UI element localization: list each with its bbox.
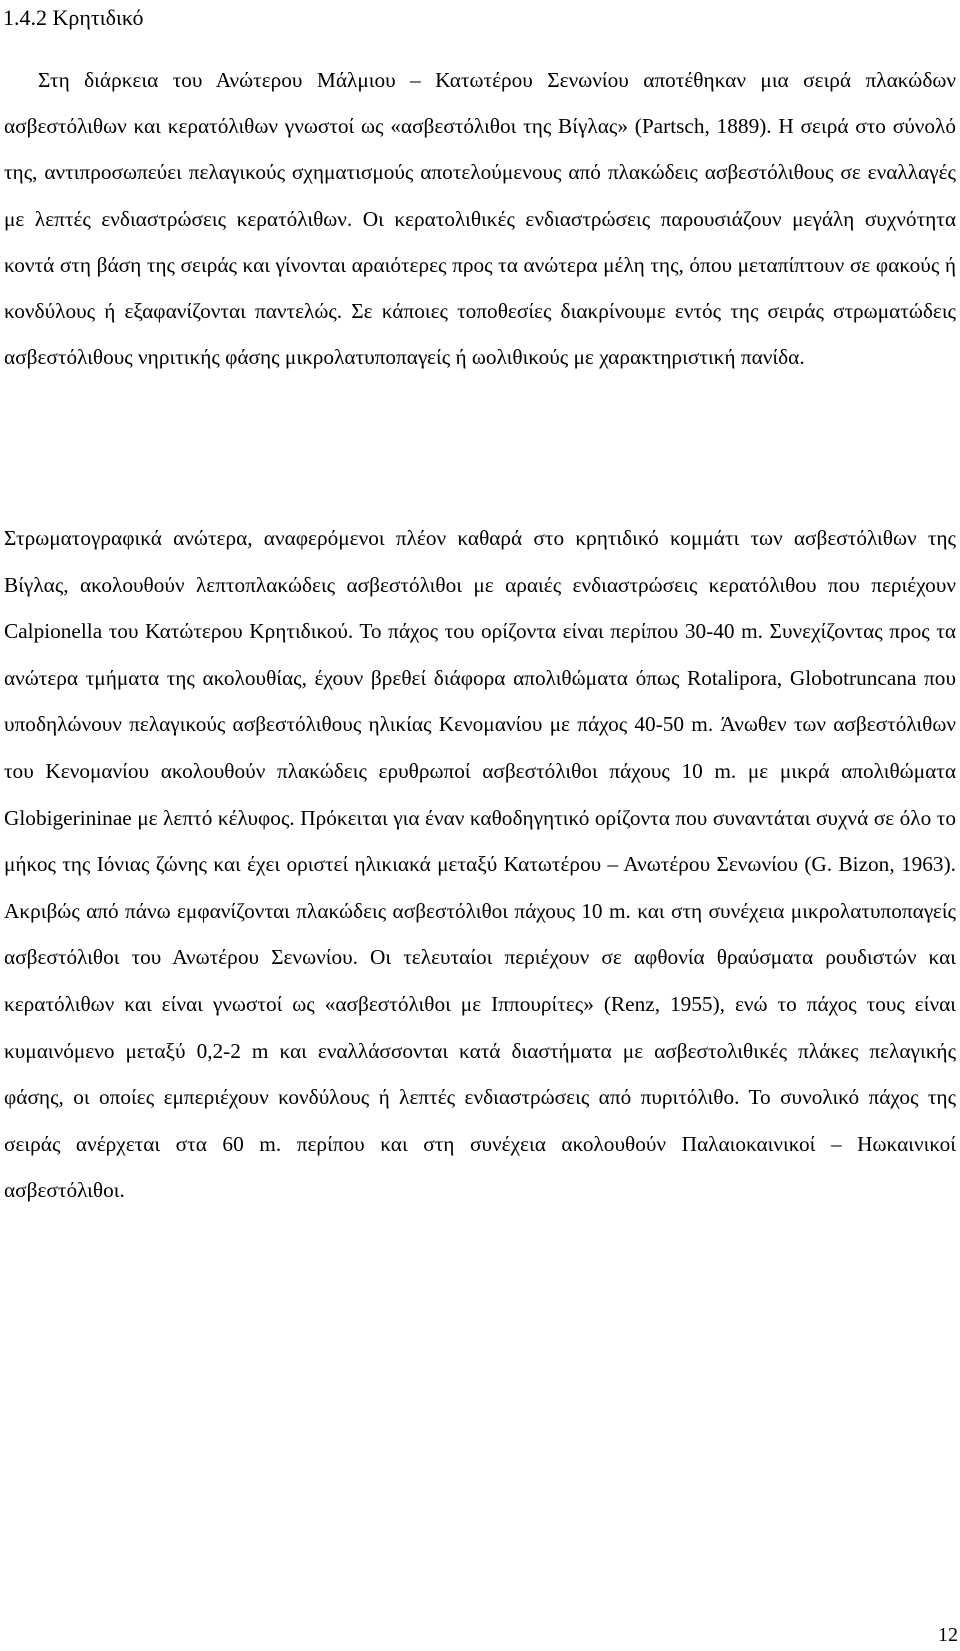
paragraph-1-text: Στη διάρκεια του Ανώτερου Μάλμιου – Κατωτέρου Σενωνίου αποτέθηκαν μια σειρά πλακώδων ασβεστόλιθων και κερατόλιθων γνωστοί ως «ασβεστόλιθοι της Βίγλας» (Partsch, 1889). Η σειρά στο σύνολό της, αντιπροσωπεύει πελαγικούς σχηματισμούς αποτελούμενους από πλακώδεις ασβεστόλιθους σε εναλλαγές με λεπτές ενδιαστρώσεις κερατόλιθων. Οι κερατολιθικές ενδιαστρώσεις παρουσιάζουν μεγάλη συχνότητα κοντά στη βάση της σειράς και γίνονται αραιότερες προς τα ανώτερα μέλη της, όπου μεταπίπτουν σε φακούς ή κονδύλους ή εξαφανίζονται παντελώς. Σε κάποιες τοποθεσίες διακρίνουμε εντός της σειράς στρωματώδεις ασβεστόλιθους νηριτικής φάσης μικρολατυποπαγείς ή ωολιθικούς με χαρακτηριστική πανίδα. (4, 68, 956, 370)
section-heading: 1.4.2 Κρητιδικό (3, 5, 144, 30)
paragraph-1 (4, 57, 956, 380)
page-number: 12 (938, 1624, 958, 1646)
paragraph-2-text: Στρωματογραφικά ανώτερα, αναφερόμενοι πλέον καθαρά στο κρητιδικό κομμάτι των ασβεστόλιθων της Βίγλας, ακολουθούν λεπτοπλακώδεις ασβεστόλιθοι με αραιές ενδιαστρώσεις κερατόλιθου που περιέχουν Calpionella του Κατώτερου Κρητιδικού. Το πάχος του ορίζοντα είναι περίπου 30-40 m. Συνεχίζοντας προς τα ανώτερα τμήματα της ακολουθίας, έχουν βρεθεί διάφορα απολιθώματα όπως Rotalipora, Globotruncana που υποδηλώνουν πελαγικούς ασβεστόλιθους ηλικίας Κενομανίου με πάχος 40-50 m. Άνωθεν των ασβεστόλιθων του Κενομανίου ακολουθούν πλακώδεις ερυθρωποί ασβεστόλιθοι πάχους 10 m. με μικρά απολιθώματα Globigerininae με λεπτό κέλυφος. Πρόκειται για έναν καθοδηγητικό ορίζοντα που συναντάται συχνά σε όλο το μήκος της Ιόνιας ζώνης και έχει οριστεί ηλικιακά μεταξύ Κατωτέρου – Ανωτέρου Σενωνίου (G. Bizon, 1963). Ακριβώς από πάνω εμφανίζονται πλακώδεις ασβεστόλιθοι πάχους 10 m. και στη συνέχεια μικρολατυποπαγείς ασβεστόλιθοι του Ανωτέρου Σενωνίου. Οι τελευταίοι περιέχουν σε αφθονία θραύσματα ρουδιστών και κερατόλιθων και είναι γνωστοί ως «ασβεστόλιθοι με Ιππουρίτες» (Renz, 1955), ενώ το πάχος τους είναι κυμαινόμενο μεταξύ 0,2-2 m και εναλλάσσονται κατά διαστήματα με ασβεστολιθικές πλάκες πελαγικής φάσης, οι οποίες εμπεριέχουν κονδύλους ή λεπτές ενδιαστρώσεις από πυριτόλιθο. Το συνολικό πάχος της σειράς ανέρχεται στα 60 m. περίπου και στη συνέχεια ακολουθούν Παλαιοκαινικοί – Ηωκαινικοί ασβεστόλιθοι. (4, 526, 956, 1203)
paragraph-2 (4, 515, 956, 1214)
